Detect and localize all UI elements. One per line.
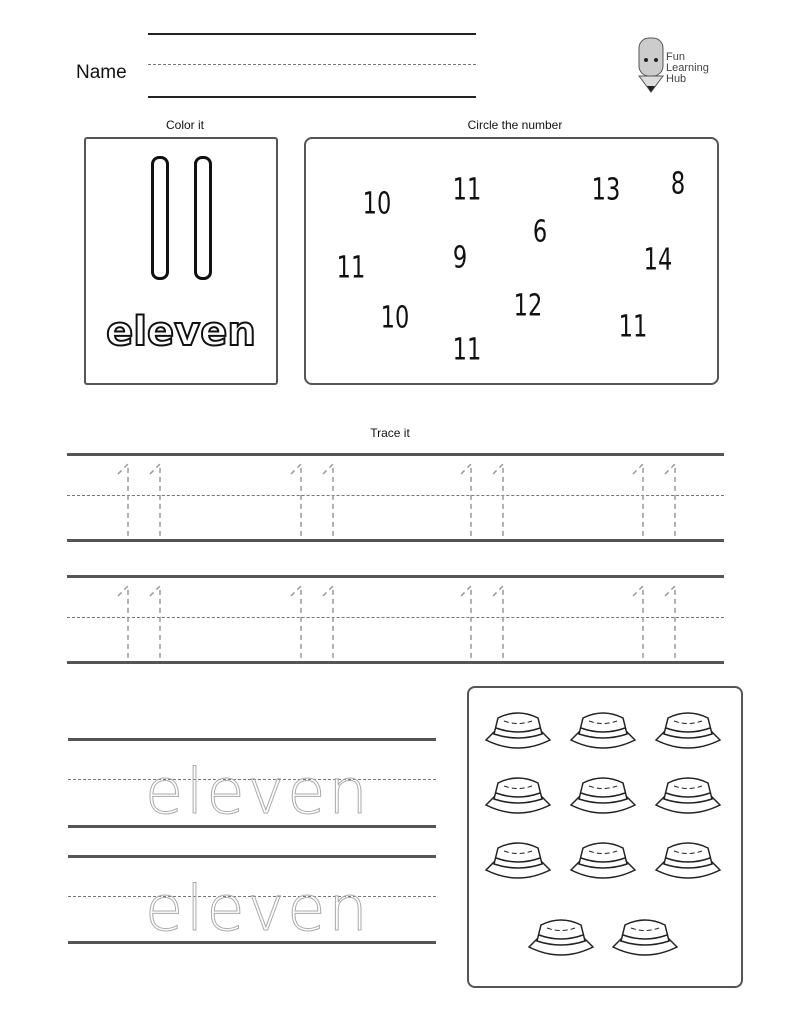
color-it-title: Color it <box>165 118 204 132</box>
pencil-mascot-icon <box>636 36 666 94</box>
bucket-hat-icon <box>609 915 681 964</box>
trace-midline <box>67 495 724 496</box>
number-option[interactable]: 10 <box>380 300 410 336</box>
bucket-hat-icon <box>567 708 639 757</box>
dashed-numeral-11 <box>455 582 505 662</box>
name-label: Name <box>76 62 127 83</box>
number-option[interactable]: 6 <box>532 214 548 250</box>
circle-title: Circle the number <box>467 118 563 132</box>
dashed-numeral-11 <box>455 460 505 540</box>
dashed-numeral-11 <box>285 460 335 540</box>
number-option[interactable]: 14 <box>643 242 673 278</box>
number-option[interactable]: 12 <box>513 288 543 324</box>
bucket-hat-icon <box>567 773 639 822</box>
number-option[interactable]: 11 <box>452 332 482 368</box>
dashed-numeral-11 <box>627 582 677 662</box>
bucket-hat-icon <box>482 773 554 822</box>
trace-line <box>67 453 724 456</box>
word-line <box>68 738 436 741</box>
bucket-hat-icon <box>652 708 724 757</box>
trace-midline <box>67 617 724 618</box>
number-option[interactable]: 9 <box>452 240 468 276</box>
bucket-hat-icon <box>652 773 724 822</box>
number-option[interactable]: 13 <box>591 172 621 208</box>
trace-word: eleven <box>145 872 371 945</box>
number-option[interactable]: 11 <box>618 309 648 345</box>
dashed-numeral-11 <box>627 460 677 540</box>
outlined-digit-one <box>151 156 169 280</box>
number-option[interactable]: 11 <box>336 250 366 286</box>
dashed-numeral-11 <box>112 460 162 540</box>
name-line-mid <box>148 64 476 65</box>
logo <box>636 36 709 99</box>
trace-word: eleven <box>145 755 371 828</box>
dashed-numeral-11 <box>112 582 162 662</box>
bucket-hat-icon <box>525 915 597 964</box>
word-line <box>68 855 436 858</box>
number-option[interactable]: 10 <box>362 186 392 222</box>
color-it-box <box>84 137 278 385</box>
bucket-hat-icon <box>567 838 639 887</box>
outlined-digit-one <box>194 156 212 280</box>
name-line-top <box>148 33 476 35</box>
name-line-bottom <box>148 96 476 98</box>
number-word: eleven <box>106 309 256 355</box>
bucket-hat-icon <box>482 708 554 757</box>
trace-it-title: Trace it <box>370 426 410 440</box>
number-option[interactable]: 8 <box>670 166 686 202</box>
dashed-numeral-11 <box>285 582 335 662</box>
logo-text: Fun Learning Hub <box>666 51 709 85</box>
bucket-hat-icon <box>652 838 724 887</box>
trace-line <box>67 575 724 578</box>
trace-line <box>67 661 724 664</box>
trace-line <box>67 539 724 542</box>
bucket-hat-icon <box>482 838 554 887</box>
number-option[interactable]: 11 <box>452 172 482 208</box>
